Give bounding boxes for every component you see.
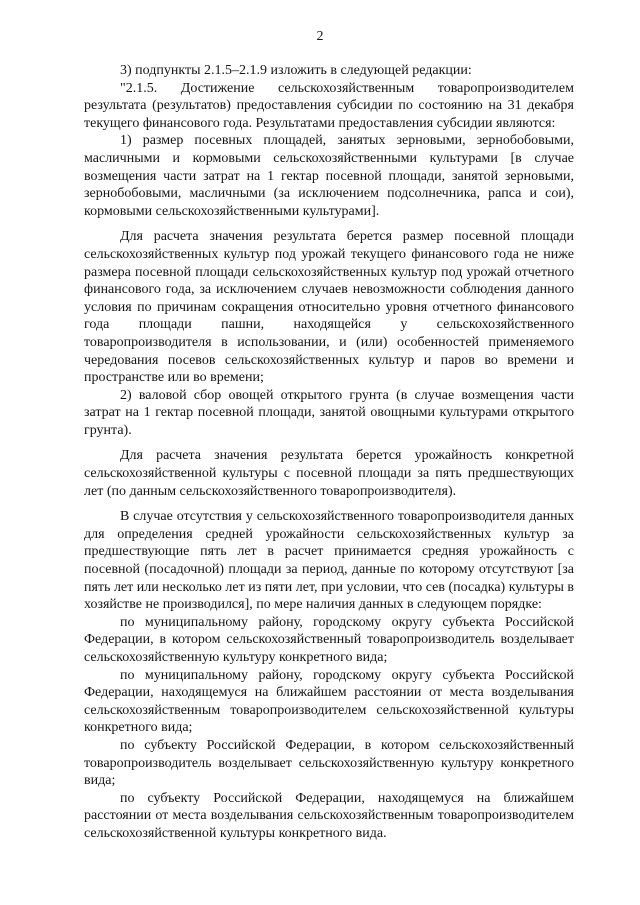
paragraph: 3) подпункты 2.1.5–2.1.9 изложить в следующей редакции:: [120, 63, 472, 78]
paragraph: по муниципальному району, городскому округу субъекта Российской Федерации, в котором сельскохозяйственный товаропроизводитель возделывает сельскохозяйственную культуру конкретного вида;: [84, 614, 574, 665]
paragraph: Для расчета значения результата берется урожайность конкретной сельскохозяйственной культуры с посевной площади за пять предшествующих лет (по данным сельскохозяйственного товаропроизводителя).: [84, 448, 574, 499]
paragraph: В случае отсутствия у сельскохозяйственного товаропроизводителя данных для определения средней урожайности сельскохозяйственных культур за предшествующие пять лет в расчет принимается средняя урожайность с посевной (посадочной) площади за период, данные по которому отсутствуют [за пять лет или несколько лет из пяти лет, при условии, что сев (посадка) культуры в хозяйстве не производился], по мере наличия данных в следующем порядке:: [84, 509, 574, 613]
paragraph: 1) размер посевных площадей, занятых зерновыми, зернобобовыми, масличными и кормовыми сельскохозяйственными культурами [в случае возмещения части затрат на 1 гектар посевной площади, занятой зерновыми, зернобобовыми, масличными (за исключением подсолнечника, рапса и сои), кормовыми сельскохозяйственными культурами].: [84, 133, 574, 219]
paragraph: 2) валовой сбор овощей открытого грунта (в случае возмещения части затрат на 1 гектар посевной площади, занятой овощными культурами открытого грунта).: [84, 387, 574, 438]
paragraph: по субъекту Российской Федерации, находящемуся на ближайшем расстоянии от места возделывания сельскохозяйственным товаропроизводителем сельскохозяйственной культуры конкретного вида.: [84, 790, 574, 841]
paragraph: по муниципальному району, городскому округу субъекта Российской Федерации, находящемуся на ближайшем расстоянии от места возделывания сельскохозяйственным товаропроизводителем сельскохозяйственной культуры конкретного вида;: [84, 667, 574, 736]
document-body: [84, 62, 574, 843]
page-number: 2: [316, 29, 324, 44]
paragraph: Для расчета значения результата берется размер посевной площади сельскохозяйственных культур под урожай текущего финансового года не ниже размера посевной площади сельскохозяйственных культур под урожай отчетного финансового года, за исключением случаев невозможности соблюдения данного условия по причинам сокращения относительно уровня отчетного финансового года площади пашни, находящейся у сельскохозяйственного товаропроизводителя в использовании, и (или) особенностей применяемого чередования посевов сельскохозяйственных культур и паров во времени и пространстве или во времени;: [84, 229, 574, 386]
paragraph: "2.1.5. Достижение сельскохозяйственным товаропроизводителем результата (результатов) предоставления субсидии по состоянию на 31 декабря текущего финансового года. Результатами предоставления субсидии являются:: [84, 80, 574, 131]
paragraph: по субъекту Российской Федерации, в котором сельскохозяйственный товаропроизводитель возделывает сельскохозяйственную культуру конкретного вида;: [84, 737, 574, 789]
